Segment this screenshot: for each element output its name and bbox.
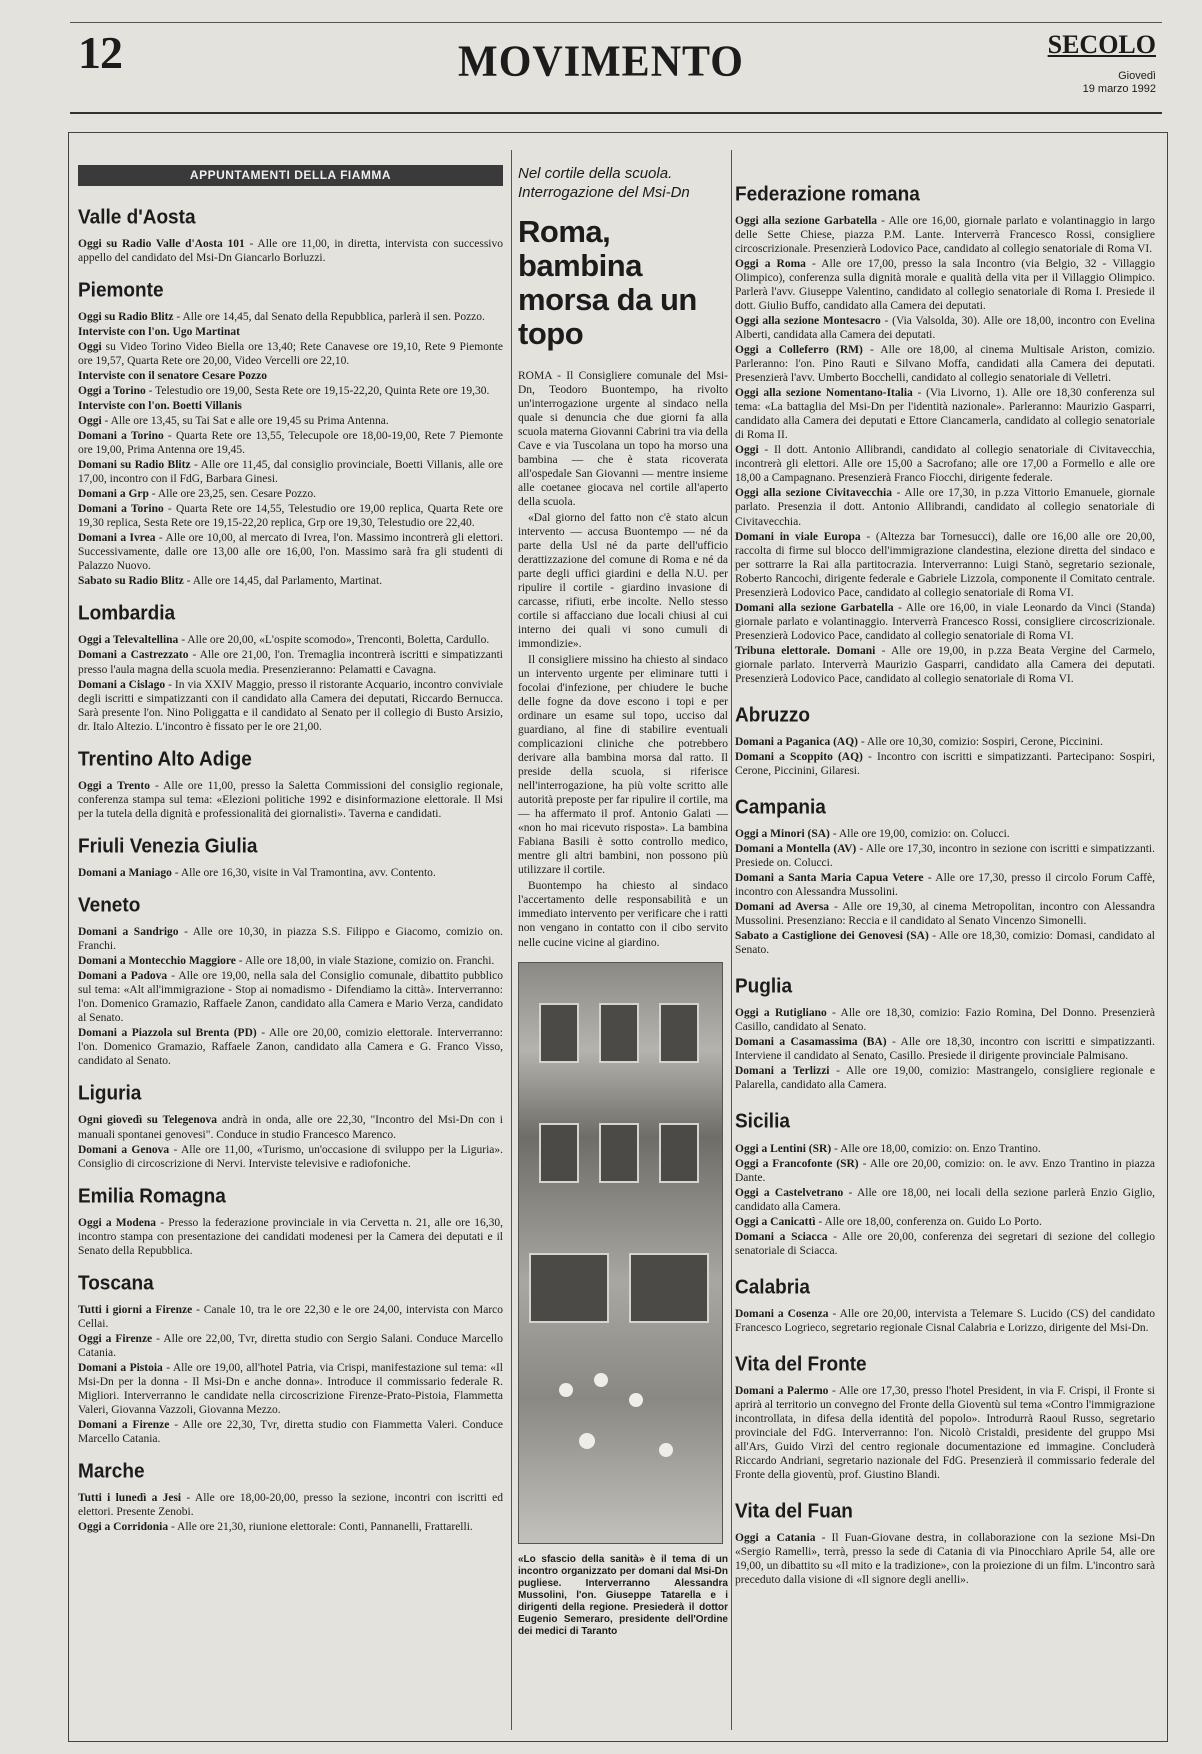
appointment-lead: Oggi a Catania	[735, 1532, 816, 1545]
appointment-text: - Alle ore 16,00, in viale Leonardo da Vinci (Standa) giornale parlato e volantinaggio. Interverrà Francesco Rossi, consigliere circoscrizionale. Presenzierà Lodovico Pace, candidato al collegio senatoriale di Roma VI.	[735, 601, 1156, 642]
appointment-lead: Oggi a Colleferro (RM)	[735, 344, 863, 357]
appointment-text: - Alle ore 19,00, nella sala del Consiglio comunale, dibattito pubblico sul tema: «Alt all'immigrazione - Stop ai nomadismo - Difendiamo la città». Interverranno: l'on. Domenico Gramazio, Raffaele Zanon, candidato alla Camera e Mario Verza, candidato al Senato.	[78, 970, 503, 1025]
region-heading: Federazione romana	[735, 183, 920, 206]
appointment-item	[78, 237, 503, 265]
appointment-lead: Sabato su Radio Blitz	[78, 575, 184, 588]
region-heading: Valle d'Aosta	[78, 206, 196, 229]
appointment-lead: Oggi alla sezione Civitavecchia	[735, 487, 892, 500]
appointment-text: - Alle ore 21,00, l'on. Tremaglia incontrerà iscritti e simpatizzanti presso l'aula magna della scuola media. Presenzieranno: Pelamatti e Cavagna.	[78, 649, 503, 676]
region-heading: Friuli Venezia Giulia	[78, 835, 258, 858]
region-heading: Lombardia	[78, 602, 176, 625]
story-headline: Roma, bambina morsa da un topo	[518, 213, 697, 351]
appointment-item	[78, 531, 503, 573]
region-heading: Calabria	[735, 1276, 810, 1299]
appointment-lead: Oggi a Roma	[735, 258, 806, 271]
appointment-text: - Il dott. Antonio Allibrandi, candidato al collegio senatoriale di Civitavecchia, incontrerà gli elettori. Alle ore 15,00 a Sacrofano; alle ore 17,00 a Formello e alle ore 18,00 a Campagnano. Presenzierà Franco Fiocchi, dirigente federale.	[735, 444, 1155, 485]
appointment-lead: Domani a Palermo	[735, 1385, 829, 1398]
appointment-lead: Oggi a Corridonia	[78, 1521, 169, 1534]
photo-window	[659, 1003, 699, 1063]
appointment-text: andrà in onda, alle ore 22,30, "Incontro del Msi-Dn con i manuali spontanei genovesi". Conduce in studio Francesco Marenco.	[78, 1114, 503, 1141]
appointment-item	[78, 1216, 503, 1258]
appointment-text: - Alle ore 18,00, comizio: on. Enzo Trantino.	[831, 1142, 1041, 1155]
appointment-lead: Oggi a Firenze	[78, 1332, 153, 1345]
appointment-lead: Oggi	[735, 444, 759, 457]
appointment-lead: Domani a Terlizzi	[735, 1065, 830, 1078]
photo-window	[539, 1003, 579, 1063]
photo-window	[529, 1253, 609, 1323]
regions-list-left	[78, 206, 503, 1535]
appointment-item	[78, 502, 503, 530]
appointment-item	[78, 1361, 503, 1417]
appointment-lead: Domani su Radio Blitz	[78, 459, 191, 472]
appointment-item	[78, 1113, 503, 1141]
story-paragraph: «Dal giorno del fatto non c'è stato alcun intervento — accusa Buontempo — né da parte della Usl né da parte dell'ufficio derattizzazione del comune di Roma e né da parte degli uffici giardini e della N.U. per ripulire il cortile - giardino invasione di carcasse, rifiuti, erbe incolte. Nello stesso cortile si affacciano due locali chiusi al cui interno dei quali vi sono cumuli di immondizie».	[518, 512, 728, 651]
top-rule	[70, 22, 1162, 23]
appointment-item	[78, 648, 503, 676]
appointment-item	[735, 827, 1155, 841]
appointment-item	[735, 1230, 1155, 1258]
appointment-item	[735, 1006, 1155, 1034]
appointment-lead: Tutti i lunedì a Jesi	[78, 1492, 182, 1505]
appointment-item	[78, 678, 503, 734]
appointment-item	[78, 925, 503, 953]
appointment-item	[735, 1186, 1155, 1214]
appointment-item	[735, 1531, 1155, 1587]
appointment-text: - Alle ore 18,00, al cinema Multisale Ariston, comizio. Parleranno: l'on. Pino Rauti e Silvano Moffa, candidati alla Camera dei deputati. Presenzierà l'avv. Umberto Bocchelli, candidato al collegio senatoriale di Velletri.	[735, 344, 1155, 385]
appointment-text: - Alle ore 17,30, presso il circolo Forum Caffè, incontro con Alessandra Mussolini.	[735, 872, 1155, 899]
appointment-text: - Alle ore 10,30, in piazza S.S. Filippo e Giacomo, comizio on. Franchi.	[78, 926, 503, 953]
appointment-lead: Domani a Montecchio Maggiore	[78, 955, 236, 968]
appointment-text: - Alle ore 23,25, sen. Cesare Pozzo.	[148, 488, 316, 501]
appointment-text: - Alle ore 11,00, «Turismo, un'occasione di sviluppo per la Liguria». Consiglio di circoscrizione di Nervi. Interviste televisive e radiofoniche.	[78, 1143, 503, 1170]
appointment-text: - Alle ore 18,00, in viale Stazione, comizio on. Franchi.	[235, 955, 495, 968]
appointment-item	[735, 257, 1155, 313]
appointment-item	[735, 1307, 1155, 1335]
appointment-item	[735, 1035, 1155, 1063]
appointment-lead: Oggi a Televaltellina	[78, 634, 179, 647]
appointment-item	[735, 386, 1155, 442]
appointment-lead: Domani a Pistoia	[78, 1362, 163, 1374]
appointment-text: - Alle ore 19,00, in p.zza Beata Vergine del Carmelo, giornale parlato. Interverrà Maurizio Gasparri, candidato alla Camera dei deputati. Presenzierà Lodovico Pace, candidato al collegio senatoriale di Roma VI.	[735, 644, 1155, 685]
photo-window	[599, 1003, 639, 1063]
appointment-item	[735, 929, 1155, 957]
appointment-item	[735, 1215, 1155, 1229]
appointment-text: - Alle ore 21,30, riunione elettorale: Conti, Pannanelli, Frattarelli.	[168, 1521, 473, 1534]
appointment-text: - Alle ore 22,00, Tvr, diretta studio con Sergio Salani. Conduce Marcello Catania.	[78, 1332, 504, 1359]
paper-date-day: 19 marzo 1992	[1082, 83, 1156, 96]
appointment-item	[78, 633, 503, 647]
appointment-text: - Alle ore 19,00, comizio: on. Colucci.	[829, 828, 1010, 841]
appointment-lead: Domani a Grp	[78, 488, 149, 501]
regions-list-right	[735, 183, 1155, 1588]
appointment-text: - Alle ore 18,00, nei locali della sezione parlerà Enzio Giglio, candidato alla Camera.	[735, 1186, 1156, 1213]
appointment-lead: Oggi a Torino	[78, 385, 146, 398]
appointment-text: - Il Fuan-Giovane destra, in collaborazione con la sezione Msi-Dn «Sergio Ramelli», terrà, presso la sede di Catania di via Pinocchiaro Aprile 54, alle ore 19,00, un dibattito su «Il mito e la tradizione», con la proiezione di un film. L'incontro sarà preceduto dalla visione di «Il signore degli anelli».	[735, 1532, 1155, 1587]
appointment-lead: Interviste con l'on. Ugo Martinat	[78, 326, 240, 339]
appointment-text: - Alle ore 22,30, Tvr, diretta studio con Fiammetta Valeri. Conduce Marcello Catania.	[78, 1419, 503, 1446]
appointment-text: - Alle ore 20,00, conferenza dei segretari di sezione del collegio senatoriale di Sciacca.	[735, 1230, 1155, 1257]
appointment-item	[78, 779, 503, 821]
appointment-item	[735, 486, 1155, 528]
appointment-lead: Oggi a Lentini (SR)	[735, 1142, 832, 1155]
appointment-lead: Domani a Montella (AV)	[735, 843, 857, 856]
appointment-text: - Alle ore 18,30, comizio: Fazio Romina, Del Donno. Presenzierà Casillo, candidato al Senato.	[735, 1007, 1155, 1034]
appointment-item	[735, 343, 1155, 385]
appointment-text: - Alle ore 20,00, «L'ospite scomodo», Trenconti, Boletta, Cardullo.	[178, 634, 490, 647]
appointment-item	[735, 314, 1155, 342]
appointment-item	[735, 1157, 1155, 1185]
photo-window	[599, 1123, 639, 1183]
appointments-column-right	[735, 165, 1155, 1589]
appointment-lead: Oggi a Francofonte (SR)	[735, 1157, 859, 1170]
appointment-item	[78, 325, 503, 339]
appointment-text: - Alle ore 10,30, comizio: Sospiri, Cerone, Piccinini.	[857, 735, 1103, 748]
appointment-text: - Alle ore 14,45, dal Parlamento, Martinat.	[183, 575, 383, 588]
appointment-lead: Tutti i giorni a Firenze	[78, 1303, 193, 1316]
appointment-text: - (Altezza bar Tornesucci), dalle ore 16,00 alle ore 20,00, raccolta di firme sul blocco dell'immigrazione clandestina, elezione diretta del sindaco e per sottrarre la Rai alla partitocrazia. Interverranno: Luigi Stanò, segretario sezionale, Roberto Rancochi, dirigente federale e Gabriele Lizzola, componente il Comitato centrale. Presenzierà Lodovico Pace, candidato al collegio senatoriale di Roma VI.	[735, 530, 1155, 599]
appointment-item	[735, 530, 1155, 600]
region-heading: Campania	[735, 796, 826, 819]
region-heading: Marche	[78, 1460, 145, 1483]
appointment-lead: Oggi alla sezione Nomentano-Italia	[735, 387, 913, 400]
appointment-item	[78, 1418, 503, 1446]
appointment-lead: Domani a Cislago	[78, 678, 166, 691]
appointment-text: - Alle ore 18,00-20,00, presso la sezione, incontri con iscritti ed elettori. Presente Zenobi.	[78, 1492, 503, 1519]
appointment-text: - Alle ore 19,00, comizio: Mastrangelo, consigliere regionale e Palarella, candidato alla Camera.	[735, 1065, 1155, 1092]
appointment-item	[735, 842, 1155, 870]
appointment-lead: Interviste con il senatore Cesare Pozzo	[78, 370, 267, 383]
appointment-lead: Domani a Castrezzato	[78, 649, 189, 662]
appointment-lead: Domani ad Aversa	[735, 901, 830, 914]
appointment-lead: Domani alla sezione Garbatella	[735, 601, 894, 614]
photo-caption: «Lo sfascio della sanità» è il tema di un incontro organizzato per domani dal Msi-Dn pugliese. Interverranno Alessandra Mussolini, l'on. Giuseppe Tatarella e i dirigenti della regione. Presiederà il dottor Eugenio Semeraro, presidente dell'Ordine dei medici di Taranto	[518, 1553, 728, 1637]
appointment-text: - (Via Livorno, 1). Alle ore 18,30 conferenza sul tema: «La battaglia del Msi-Dn per l'identità nazionale». Parleranno: Maurizio Gasparri, candidato alla Camera dei deputati e Ettore Ciancamerla, candidato al collegio senatoriale di Roma II.	[735, 387, 1155, 442]
appointment-item	[735, 1142, 1155, 1156]
story-paragraph: Buontempo ha chiesto al sindaco l'accertamento delle responsabilità e un immediato intervento per verificare che i ratti non vengano in contatto con il cibo servito nelle cucine vicine al giardino.	[518, 880, 728, 949]
story-body	[518, 369, 728, 950]
photo-window	[539, 1123, 579, 1183]
photo-child	[579, 1433, 595, 1449]
appointment-lead: Oggi a Rutigliano	[735, 1007, 827, 1020]
appointment-lead: Sabato a Castiglione dei Genovesi (SA)	[735, 930, 929, 943]
appointment-text: - In via XXIV Maggio, presso il ristorante Acquario, incontro conviviale degli iscritti e simpatizzanti con il candidato alla Camera dei deputati, Riccardo Bernucca. Sarà presente l'on. Nino Poliggatta e il candidato al Senato per il collegio di Busto Arsizio, dr. Italo Altezio. L'incontro è fissato per le ore 21,00.	[78, 678, 503, 733]
appointment-text: - Alle ore 18,30, incontro con iscritti e simpatizzanti. Interviene il candidato al Senato, Casillo. Presiede il dirigente provinciale Palmisano.	[735, 1036, 1155, 1063]
appointment-item	[735, 900, 1155, 928]
school-photo	[518, 962, 723, 1544]
appointment-text: - Alle ore 16,00, giornale parlato e volantinaggio in largo delle Sette Chiese, piazza P.M. Lante. Interverrà Francesco Rossi, consigliere circoscrizionale. Presenzierà Lodovico Pace, candidato al collegio senatoriale di Roma VI.	[735, 215, 1155, 256]
appointment-text: - Alle ore 14,45, dal Senato della Repubblica, parlerà il sen. Pozzo.	[173, 311, 485, 323]
appointment-item	[78, 574, 503, 588]
appointment-item	[78, 1143, 503, 1171]
appointment-item	[78, 369, 503, 383]
paper-name: SECOLO	[1047, 30, 1156, 59]
appointment-item	[78, 429, 503, 457]
appointment-text: - Alle ore 17,30, incontro in sezione con iscritti e simpatizzanti. Presiede on. Colucci.	[735, 843, 1155, 870]
appointment-lead: Domani a Casamassima (BA)	[735, 1036, 887, 1049]
appointment-text: - Alle ore 17,30, presso l'hotel President, in via F. Crispi, il Fronte si aprirà al territorio un convegno del Fronte della Gioventù sul tema «Contro l'immigrazione incontrollata, in difesa della identità del popolo». Introdurrà Raoul Russo, segretario provinciale del FdG. Interverranno: l'on. Nicolò Cristaldi, presidente del gruppo Msi all'Ars, Guido Virzì del centro regionale documentazione ed immagine. Concluderà Riccardo Andriani, segretario nazionale del FdG. Presenzierà il commissario federale del Fronte della gioventù, prof. Giustino Blandi.	[735, 1385, 1156, 1482]
appointment-lead: Oggi alla sezione Montesacro	[735, 315, 881, 328]
appointment-item	[78, 384, 503, 398]
appointment-item	[78, 1491, 503, 1519]
appointment-text: - Canale 10, tra le ore 22,30 e le ore 24,00, intervista con Marco Cellai.	[78, 1303, 504, 1330]
appointment-lead: Domani a Sandrigo	[78, 926, 179, 939]
appointment-text: - Alle ore 17,00, presso la sala Incontro (via Belgio, 32 - Villaggio Olimpico), conferenza sulla dignità morale e qualità della vita per il Villaggio Olimpico. Parlerà l'avv. Giuseppe Valentino, candidato al collegio senatoriale di Roma I. Presiede il dott. Giulio Buffo, candidato alla Camera dei deputati.	[735, 258, 1155, 313]
appointment-lead: Domani a Cosenza	[735, 1307, 829, 1320]
appointment-lead: Domani a Torino	[78, 503, 164, 516]
column-divider	[511, 150, 512, 1730]
appointment-lead: Domani a Maniago	[78, 866, 172, 879]
appointment-lead: Domani in viale Europa	[735, 530, 861, 543]
region-heading: Vita del Fronte	[735, 1353, 867, 1376]
photo-child	[594, 1373, 608, 1387]
story-paragraph: ROMA - Il Consigliere comunale del Msi-Dn, Teodoro Buontempo, ha rivolto un'interrogazione urgente al sindaco nella quale si denuncia che due giorni fa alla scuola materna Giovanni Cabrini tra via della Cave e via Tuscolana un topo ha morso una bambina — che è stata ricoverata all'ospedale San Giovanni — mentre insieme alle coetanee giocava nel cortile all'aperto della scuola.	[518, 369, 728, 509]
appointment-item	[78, 340, 503, 368]
photo-child	[659, 1443, 673, 1457]
page-number: 12	[78, 27, 122, 78]
appointment-item	[78, 399, 503, 413]
appointment-lead: Tribuna elettorale. Domani	[735, 644, 876, 657]
appointment-item	[78, 1303, 503, 1331]
appointment-lead: Oggi a Minori (SA)	[735, 828, 830, 841]
appointment-text: - Alle ore 19,00, all'hotel Patria, via Crispi, manifestazione sul tema: «Il Msi-Dn per la donna - Il Msi-Dn e anche donna». Introduce il commissario federale R. Migliori. Interverranno le candidate nella circoscrizione Firenze-Prato-Pistoia, Flammetta Valeri, Giovanna Vazzoli, Giovanna Mezzo.	[78, 1362, 504, 1417]
paper-date-weekday: Giovedì	[1118, 70, 1156, 82]
appointment-lead: Interviste con l'on. Boetti Villanis	[78, 400, 242, 413]
appointment-text: - Quarta Rete ore 14,55, Telestudio ore 19,00 replica, Quarta Rete ore 19,30 replica, Sesta Rete ore 19,15-22,20 replica, Grp ore 19,30, Telestudio ore 22,40.	[78, 503, 504, 530]
appointment-lead: Oggi su Radio Valle d'Aosta 101	[78, 237, 245, 250]
appointment-item	[78, 458, 503, 486]
appointment-item	[78, 310, 503, 324]
appointment-item	[78, 414, 503, 428]
appointment-lead: Oggi su Radio Blitz	[78, 311, 174, 323]
news-story-column	[518, 165, 728, 1638]
appointment-item	[78, 487, 503, 501]
appointment-text: - Alle ore 20,00, comizio: on. le avv. Enzo Trantino in piazza Dante.	[735, 1157, 1155, 1184]
appointment-text: - Telestudio ore 19,00, Sesta Rete ore 19,15-22,20, Quinta Rete ore 19,30.	[145, 385, 490, 398]
region-heading: Sicilia	[735, 1110, 790, 1134]
appointment-lead: Domani a Scoppito (AQ)	[735, 750, 863, 763]
section-title: MOVIMENTO	[458, 37, 744, 87]
appointment-lead: Domani a Padova	[78, 970, 168, 983]
region-heading: Emilia Romagna	[78, 1185, 226, 1208]
appointment-text: - Alle ore 11,00, presso la Saletta Commissioni del consiglio regionale, conferenza stampa sul tema: «Elezioni politiche 1992 e disinformazione elettorale. Il Msi per la tutela della dignità e professionalità dei giornalisti». Taverna e candidati.	[78, 779, 503, 820]
appointment-text: - Alle ore 19,30, al cinema Metropolitan, incontro con Alessandra Mussolini. Presenziano: Reccia e il candidato al Senato Vincenzo Simonelli.	[735, 901, 1155, 928]
appointment-text: - Alle ore 18,00, conferenza on. Guido Lo Porto.	[815, 1215, 1042, 1228]
appointment-item	[78, 954, 503, 968]
appointment-text: - Alle ore 16,30, visite in Val Tramontina, avv. Contento.	[171, 866, 436, 879]
appointment-text: - Alle ore 13,45, su Tai Sat e alle ore 19,45 su Prima Antenna.	[101, 415, 389, 428]
appointment-text: - Alle ore 20,00, comizio elettorale. Interverranno: l'on. Domenico Gramazio, Raffaele Zanon, candidato alla Camera e G. Franco Visso, candidato al Senato.	[78, 1027, 503, 1068]
region-heading: Piemonte	[78, 279, 164, 302]
appointment-lead: Domani a Firenze	[78, 1419, 170, 1432]
region-heading: Abruzzo	[735, 704, 810, 727]
appointment-text: - Alle ore 11,00, in diretta, intervista con successivo appello del candidato del Msi-Dn Giancarlo Borluzzi.	[78, 237, 503, 264]
appointment-text: - Alle ore 20,00, intervista a Telemare S. Lucido (CS) del candidato Francesco Logrieco, segretario regionale Cisnal Calabria e Lorizzo, dirigente del Msi-Dn.	[735, 1307, 1155, 1334]
appointment-item	[735, 601, 1155, 643]
appointment-lead: Oggi a Castelvetrano	[735, 1186, 844, 1199]
appointment-item	[78, 866, 503, 880]
appointment-lead: Oggi	[78, 341, 102, 354]
appointment-lead: Oggi a Canicattì	[735, 1215, 816, 1228]
photo-window	[659, 1123, 699, 1183]
appointment-item	[78, 1520, 503, 1534]
appointment-lead: Domani a Genova	[78, 1143, 170, 1156]
appointment-text: - Quarta Rete ore 13,55, Telecupole ore 18,00-19,00, Rete 7 Piemonte ore 19,00, Prima Antenna ore 19,45.	[78, 430, 504, 457]
appointment-lead: Oggi	[78, 415, 102, 428]
appointment-text: - Incontro con iscritti e simpatizzanti. Partecipano: Sospiri, Cerone, Piccinini, Gilaresi.	[735, 750, 1156, 777]
paper-date	[1083, 70, 1156, 96]
appointment-text: - Alle ore 10,00, al mercato di Ivrea, l'on. Massimo incontrerà gli elettori. Successivamente, dalle ore 13,00 alle ore 16,00, l'on. Massimo sarà fra gli studenti di Palazzo Nuovo.	[78, 532, 503, 573]
region-heading: Toscana	[78, 1272, 154, 1295]
appointment-lead: Domani a Torino	[78, 430, 164, 443]
story-kicker: Nel cortile della scuola. Interrogazione del Msi-Dn	[518, 165, 690, 201]
photo-window	[629, 1253, 709, 1323]
appointment-lead: Domani a Piazzola sul Brenta (PD)	[78, 1027, 257, 1040]
appointment-text: - Alle ore 11,45, dal consiglio provinciale, Boetti Villanis, alle ore 17,00, incontro con il FdG, Barbara Ginesi.	[78, 459, 503, 486]
appointment-text: - Alle ore 17,30, in p.zza Vittorio Emanuele, giornale parlato. Presenzia il dott. Antonio Allibrandi, candidato al collegio senatoriale di Civitavecchia.	[735, 487, 1156, 528]
region-heading: Trentino Alto Adige	[78, 748, 252, 771]
appointment-lead: Oggi a Trento	[78, 779, 150, 792]
header-rule	[70, 112, 1162, 114]
appointment-lead: Domani a Paganica (AQ)	[735, 735, 858, 748]
appointment-lead: Oggi a Modena	[78, 1216, 157, 1229]
appointment-lead: Oggi alla sezione Garbatella	[735, 215, 878, 228]
region-heading: Puglia	[735, 975, 793, 998]
appointment-lead: Domani a Ivrea	[78, 532, 156, 545]
region-heading: Vita del Fuan	[735, 1500, 853, 1523]
appointment-lead: Domani a Santa Maria Capua Vetere	[735, 872, 924, 885]
appointment-text: - (Via Valsolda, 30). Alle ore 18,00, incontro con Evelina Alberti, candidata alla Camera dei deputati.	[735, 315, 1155, 342]
column-divider	[731, 150, 732, 1730]
section-banner: APPUNTAMENTI DELLA FIAMMA	[78, 165, 503, 186]
appointment-item	[735, 214, 1155, 256]
appointment-lead: Domani a Sciacca	[735, 1230, 828, 1243]
appointment-item	[735, 644, 1155, 686]
appointment-lead: Ogni giovedì su Telegenova	[78, 1114, 218, 1127]
appointment-item	[735, 735, 1155, 749]
appointment-item	[78, 1026, 503, 1068]
photo-child	[629, 1393, 643, 1407]
appointment-text: su Video Torino Video Biella ore 13,40; Rete Canavese ore 19,10, Rete 9 Piemonte ore 19,57, Quarta Rete ore 20,00, Video Vercelli ore 22,10.	[78, 341, 503, 368]
appointment-item	[735, 1384, 1155, 1482]
appointment-item	[735, 750, 1155, 778]
appointment-item	[735, 871, 1155, 899]
region-heading: Liguria	[78, 1082, 142, 1105]
photo-child	[559, 1383, 573, 1397]
appointment-item	[78, 1332, 503, 1360]
appointment-text: - Presso la federazione provinciale in via Cervetta n. 21, alle ore 16,30, incontro stampa con presentazione dei candidati modenesi per la Camera dei deputati e il Senato della Repubblica.	[78, 1216, 504, 1257]
region-heading: Veneto	[78, 894, 141, 917]
appointment-text: - Alle ore 18,30, comizio: Domasi, candidato al Senato.	[735, 930, 1155, 957]
story-paragraph: Il consigliere missino ha chiesto al sindaco un intervento urgente per eliminare tutti i focolai d'infezione, per chiudere le buche delle fogne da dove escono i topi e per ordinare un esame sul topo, ucciso dal guardiano, al fine di stabilire eventuali complicazioni cliniche che potrebbero derivare alla bambina morsa dal ratto. Il preside della scuola, si riferisce nell'interrogazione, ha più volte scritto alle autorità preposte per far ripulire il cortile, ma — ha affermato il prof. Antonio Galati — «non ho mai ricevuto risposta». La bambina Fabiana Basili è sotto controllo medico, mentre gli altri bambini, non possono più utilizzare il cortile.	[518, 654, 728, 877]
appointment-item	[735, 1064, 1155, 1092]
appointment-item	[735, 443, 1155, 485]
appointment-item	[78, 969, 503, 1025]
appointments-column-left	[78, 165, 503, 1535]
